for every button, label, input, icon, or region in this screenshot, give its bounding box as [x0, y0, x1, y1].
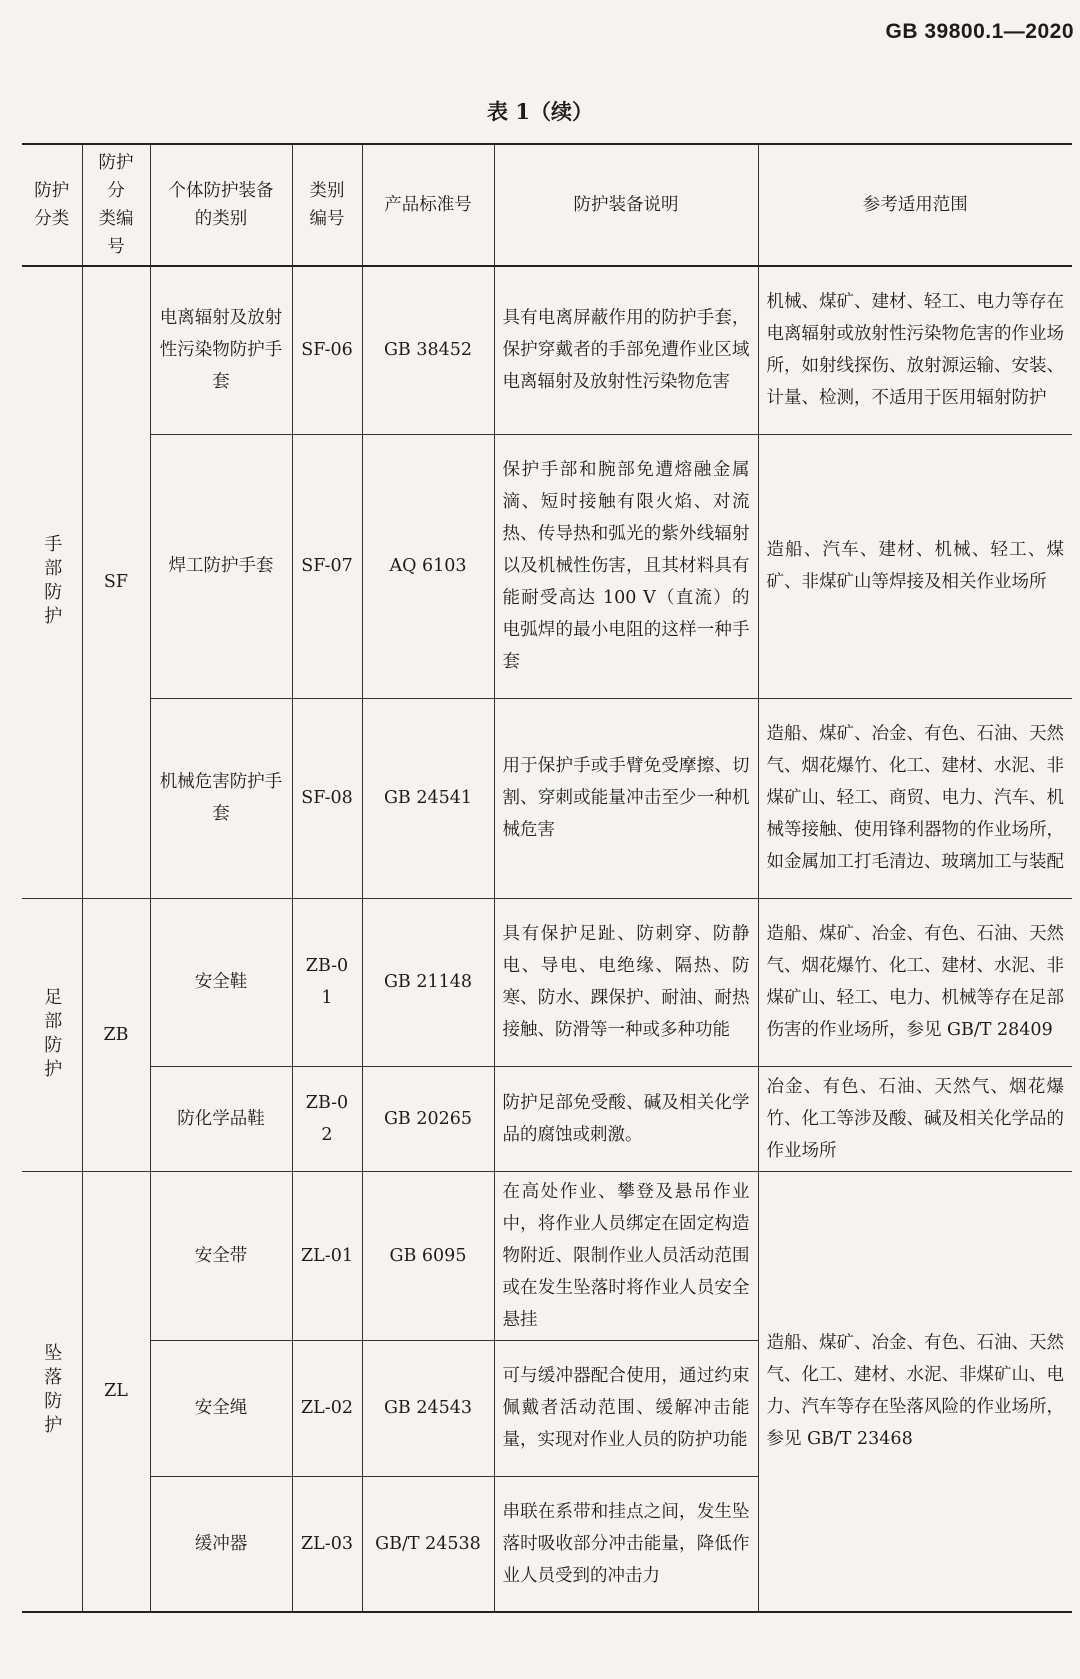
type-code-cell: ZB-02	[292, 1066, 362, 1171]
standard-cell: GB 20265	[362, 1066, 494, 1171]
table-row	[22, 1066, 1072, 1171]
type-code-cell: ZL-03	[292, 1476, 362, 1612]
standard-cell: AQ 6103	[362, 434, 494, 698]
scope-cell: 造船、煤矿、冶金、有色、石油、天然气、烟花爆竹、化工、建材、水泥、非煤矿山、轻工、商贸、电力、汽车、机械等接触、使用锋利器物的作业场所，如金属加工打毛清边、玻璃加工与装配	[758, 698, 1072, 898]
description-cell: 用于保护手或手臂免受摩擦、切割、穿刺或能量冲击至少一种机械危害	[494, 698, 758, 898]
table-row	[22, 1171, 1072, 1340]
category-cell: 坠落防护	[22, 1171, 82, 1612]
table-row	[22, 698, 1072, 898]
category-cell: 手部防护	[22, 266, 82, 898]
type-code-cell: SF-08	[292, 698, 362, 898]
standard-cell: GB/T 24538	[362, 1476, 494, 1612]
col-header-description: 防护装备说明	[494, 144, 758, 266]
description-cell: 具有保护足趾、防刺穿、防静电、导电、电绝缘、隔热、防寒、防水、踝保护、耐油、耐热接触、防滑等一种或多种功能	[494, 898, 758, 1066]
equipment-type-cell: 电离辐射及放射性污染物防护手套	[150, 266, 292, 434]
equipment-type-cell: 机械危害防护手套	[150, 698, 292, 898]
equipment-table	[22, 143, 1072, 1613]
standard-cell: GB 24541	[362, 698, 494, 898]
description-cell: 具有电离屏蔽作用的防护手套，保护穿戴者的手部免遭作业区域电离辐射及放射性污染物危害	[494, 266, 758, 434]
standard-cell: GB 24543	[362, 1340, 494, 1476]
scope-cell: 造船、煤矿、冶金、有色、石油、天然气、烟花爆竹、化工、建材、水泥、非煤矿山、轻工、电力、机械等存在足部伤害的作业场所，参见 GB/T 28409	[758, 898, 1072, 1066]
type-code-cell: SF-06	[292, 266, 362, 434]
scope-cell: 机械、煤矿、建材、轻工、电力等存在电离辐射或放射性污染物危害的作业场所，如射线探伤、放射源运输、安装、计量、检测，不适用于医用辐射防护	[758, 266, 1072, 434]
category-code-cell: ZL	[82, 1171, 150, 1612]
col-header-category: 防护 分类	[22, 144, 82, 266]
equipment-type-cell: 安全鞋	[150, 898, 292, 1066]
type-code-cell: ZL-01	[292, 1171, 362, 1340]
type-code-cell: SF-07	[292, 434, 362, 698]
col-header-equipment-type: 个体防护装备 的类别	[150, 144, 292, 266]
scope-cell: 冶金、有色、石油、天然气、烟花爆竹、化工等涉及酸、碱及相关化学品的作业场所	[758, 1066, 1072, 1171]
equipment-type-cell: 焊工防护手套	[150, 434, 292, 698]
description-cell: 保护手部和腕部免遭熔融金属滴、短时接触有限火焰、对流热、传导热和弧光的紫外线辐射以及机械性伤害，且其材料具有能耐受高达 100 V（直流）的电弧焊的最小电阻的这样一种手套	[494, 434, 758, 698]
type-code-cell: ZB-01	[292, 898, 362, 1066]
shared-scope-cell: 造船、煤矿、冶金、有色、石油、天然气、化工、建材、水泥、非煤矿山、电力、汽车等存在坠落风险的作业场所，参见 GB/T 23468	[758, 1171, 1072, 1612]
table-header	[22, 144, 1072, 266]
equipment-type-cell: 防化学品鞋	[150, 1066, 292, 1171]
scope-cell: 造船、汽车、建材、机械、轻工、煤矿、非煤矿山等焊接及相关作业场所	[758, 434, 1072, 698]
category-code-cell: SF	[82, 266, 150, 898]
description-cell: 可与缓冲器配合使用，通过约束佩戴者活动范围、缓解冲击能量，实现对作业人员的防护功能	[494, 1340, 758, 1476]
table-title: 表 1（续）	[487, 99, 593, 124]
col-header-scope: 参考适用范围	[758, 144, 1072, 266]
category-cell: 足部防护	[22, 898, 82, 1171]
standard-cell: GB 6095	[362, 1171, 494, 1340]
standard-cell: GB 38452	[362, 266, 494, 434]
standard-cell: GB 21148	[362, 898, 494, 1066]
equipment-type-cell: 缓冲器	[150, 1476, 292, 1612]
standard-number: GB 39800.1—2020	[885, 20, 1074, 43]
col-header-category-code: 防护分 类编号	[82, 144, 150, 266]
col-header-type-code: 类别 编号	[292, 144, 362, 266]
equipment-type-cell: 安全绳	[150, 1340, 292, 1476]
table-body	[22, 266, 1072, 1612]
description-cell: 串联在系带和挂点之间，发生坠落时吸收部分冲击能量，降低作业人员受到的冲击力	[494, 1476, 758, 1612]
header-row	[22, 144, 1072, 266]
col-header-standard: 产品标准号	[362, 144, 494, 266]
table-row	[22, 898, 1072, 1066]
category-code-cell: ZB	[82, 898, 150, 1171]
table-row	[22, 434, 1072, 698]
table-row	[22, 266, 1072, 434]
equipment-type-cell: 安全带	[150, 1171, 292, 1340]
description-cell: 在高处作业、攀登及悬吊作业中，将作业人员绑定在固定构造物附近、限制作业人员活动范围或在发生坠落时将作业人员安全悬挂	[494, 1171, 758, 1340]
type-code-cell: ZL-02	[292, 1340, 362, 1476]
description-cell: 防护足部免受酸、碱及相关化学品的腐蚀或刺激。	[494, 1066, 758, 1171]
